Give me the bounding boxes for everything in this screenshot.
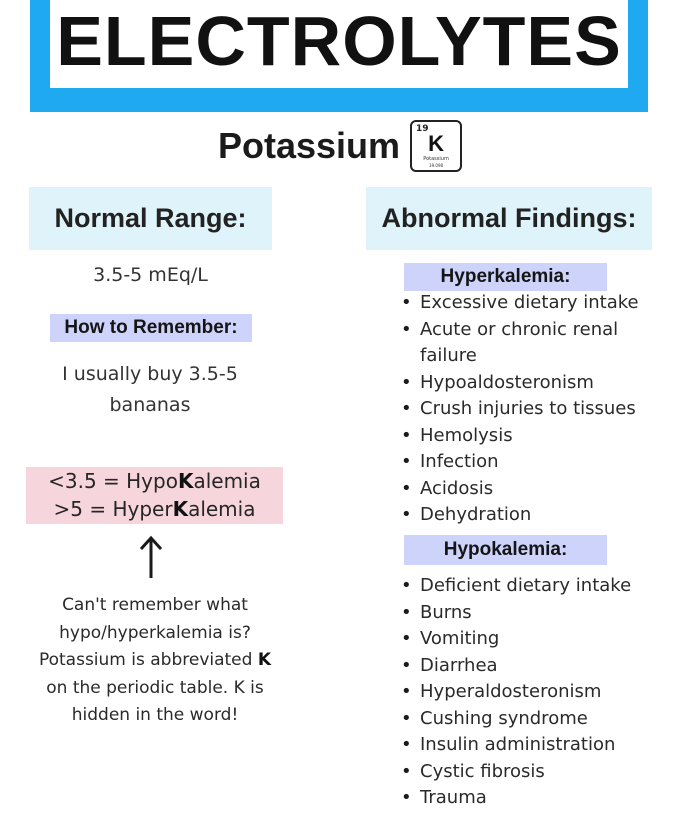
subtitle-row xyxy=(0,120,680,172)
list-item: • Acidosis xyxy=(400,476,660,503)
explain-line-3-text: Potassium is abbreviated xyxy=(38,650,258,670)
hypokalemia-label: Hypokalemia: xyxy=(404,535,607,565)
explain-line-5: hidden in the word! xyxy=(71,705,239,725)
normal-range-header: Normal Range: xyxy=(29,187,272,250)
normal-range-value: 3.5-5 mEq/L xyxy=(93,264,208,286)
hyperkalemia-list xyxy=(400,290,660,529)
explain-line-3-k: K xyxy=(257,650,272,670)
element-name: Potassium xyxy=(423,156,449,162)
kalemia-box xyxy=(26,467,283,524)
explain-line-2: hypo/hyperkalemia is? xyxy=(59,622,251,643)
periodic-element-tile xyxy=(410,120,462,172)
mnemonic-line-2: bananas xyxy=(109,394,191,416)
atomic-number: 19 xyxy=(416,124,429,134)
list-item: • Cystic fibrosis xyxy=(400,759,670,786)
arrow-up-icon xyxy=(134,534,168,582)
title-banner xyxy=(30,0,648,112)
list-item: • Hemolysis xyxy=(400,423,660,450)
page-title: ELECTROLYTES xyxy=(56,2,622,80)
hyperkalemia-label: Hyperkalemia: xyxy=(404,263,607,291)
hyperkalemia-line xyxy=(26,497,283,521)
how-to-remember-label: How to Remember: xyxy=(50,314,252,342)
explain-line-1: Can't remember what xyxy=(62,595,248,615)
list-item: • Crush injuries to tissues xyxy=(400,396,660,423)
title-banner-inner xyxy=(50,0,628,88)
list-item: • Trauma xyxy=(400,785,670,812)
hypo-k: K xyxy=(177,469,194,493)
explain-line-4: on the periodic table. K is xyxy=(46,677,264,698)
list-item: • Burns xyxy=(400,600,670,627)
list-item: • Hypoaldosteronism xyxy=(400,370,660,397)
element-symbol: K xyxy=(428,131,444,156)
list-item: • Acute or chronic renal failure xyxy=(400,317,660,370)
list-item: • Excessive dietary intake xyxy=(400,290,660,317)
list-item: • Diarrhea xyxy=(400,653,670,680)
list-item: • Dehydration xyxy=(400,502,660,529)
hyper-k: K xyxy=(172,497,189,521)
list-item: • Vomiting xyxy=(400,626,670,653)
hypo-prefix: <3.5 = Hypo xyxy=(48,469,178,493)
abnormal-findings-header: Abnormal Findings: xyxy=(366,187,652,250)
list-item: • Infection xyxy=(400,449,660,476)
subtitle: Potassium xyxy=(217,125,401,166)
explanation-text xyxy=(14,592,296,730)
hypokalemia-line xyxy=(26,469,283,493)
mnemonic-text xyxy=(20,359,280,421)
list-item: • Deficient dietary intake xyxy=(400,573,670,600)
explain-line-3 xyxy=(14,647,296,675)
list-item: • Cushing syndrome xyxy=(400,706,670,733)
mnemonic-line-1: I usually buy 3.5-5 xyxy=(62,363,238,385)
hyper-suffix: alemia xyxy=(188,497,256,521)
list-item: • Hyperaldosteronism xyxy=(400,679,670,706)
hypo-suffix: alemia xyxy=(193,469,261,493)
hyper-prefix: >5 = Hyper xyxy=(53,497,173,521)
list-item: • Insulin administration xyxy=(400,732,670,759)
hypokalemia-list xyxy=(400,573,670,812)
atomic-mass: 39.098 xyxy=(429,163,444,168)
